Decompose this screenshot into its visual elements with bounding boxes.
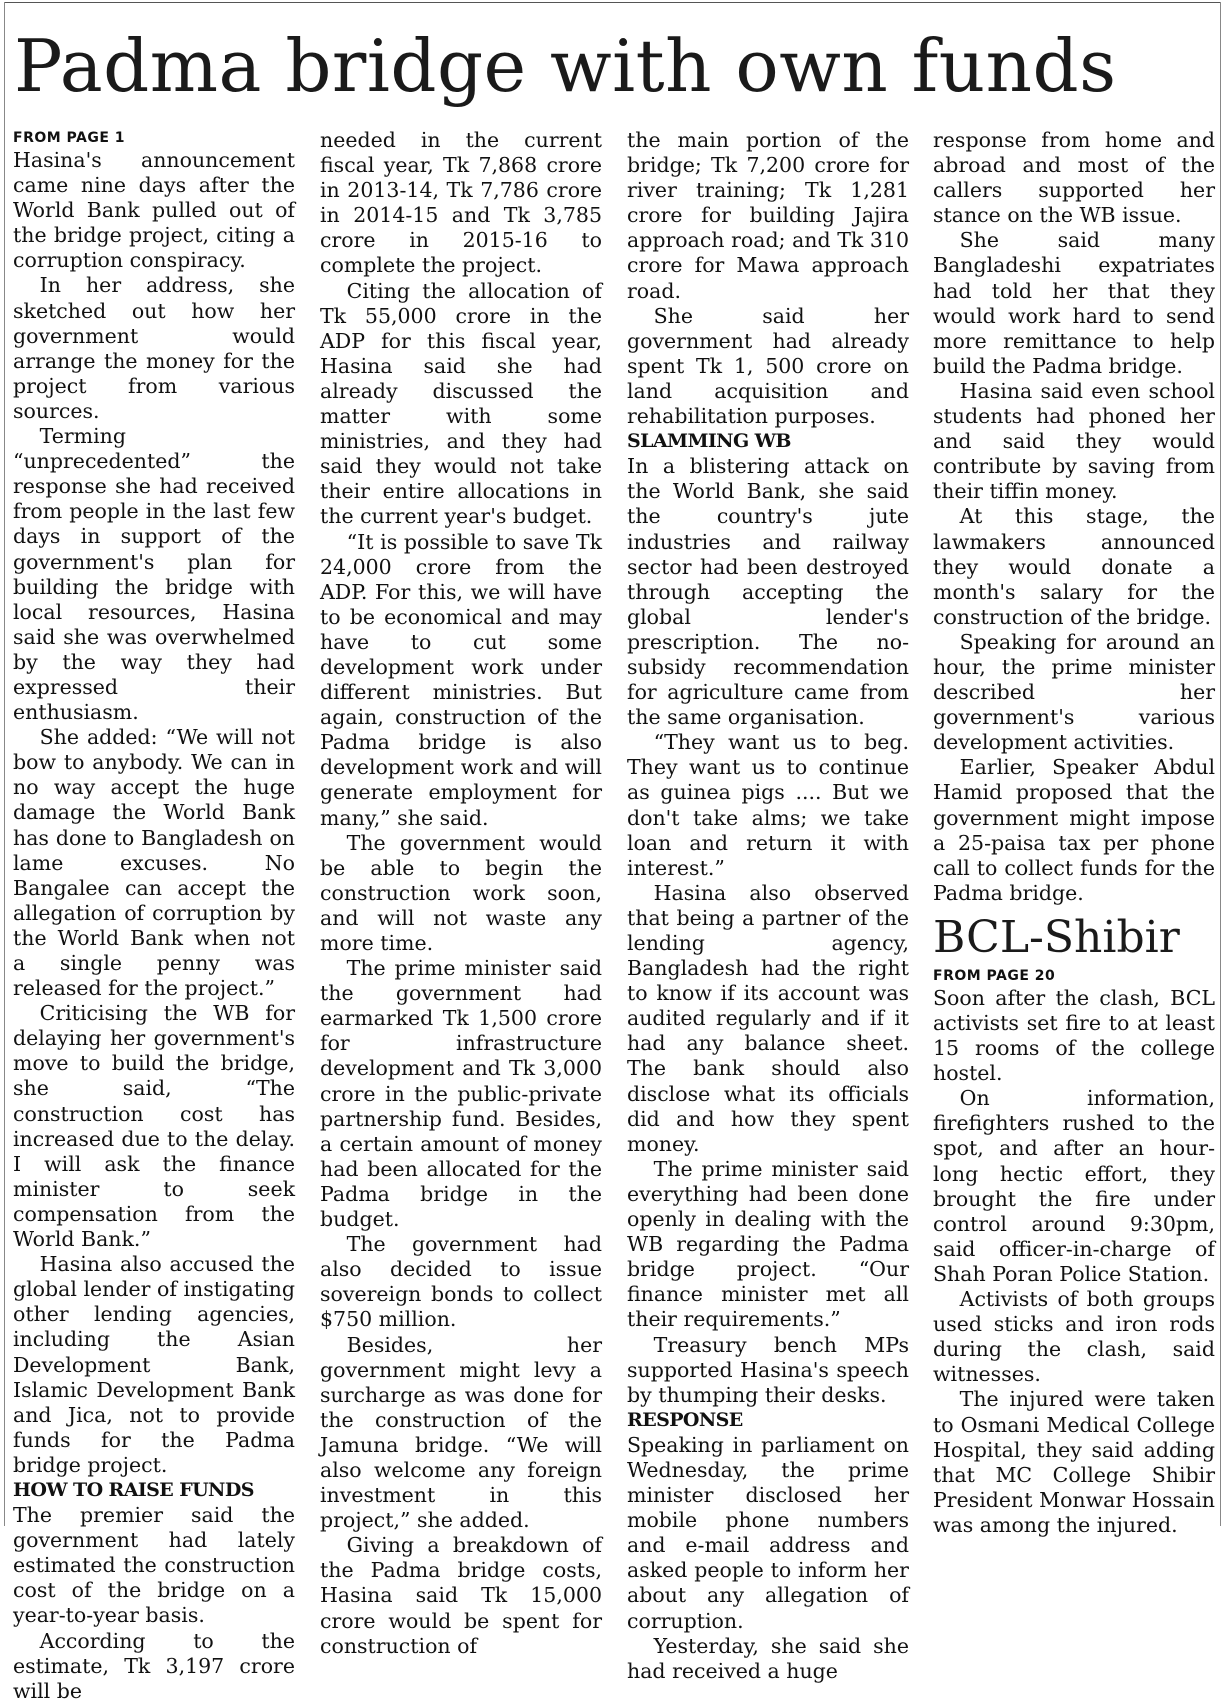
column-2: [320, 128, 602, 1658]
right-rule: [1220, 2, 1221, 1526]
paragraph: She said her government had already spent Tk 1, 500 crore on land acquisition and rehabilitation purposes.: [627, 303, 909, 429]
paragraph: Yesterday, she said she had received a huge: [627, 1633, 909, 1683]
paragraph: the main portion of the bridge; Tk 7,200 crore for river training; Tk 1,281 crore for building Jajira approach road; and Tk 310 crore for Mawa approach road.: [627, 128, 909, 303]
paragraph: Terming “unprecedented” the response she had received from people in the last few days in support of the government's plan for building the bridge with local resources, Hasina said she was overwhelmed by the way they had expressed their enthusiasm.: [13, 424, 295, 725]
kicker-from-page-1: FROM PAGE 1: [13, 130, 126, 146]
paragraph: According to the estimate, Tk 3,197 crore will be: [13, 1628, 295, 1703]
top-rule: [4, 2, 1221, 3]
paragraph: Soon after the clash, BCL activists set fire to at least 15 rooms of the college hostel.: [933, 985, 1215, 1086]
paragraph: Earlier, Speaker Abdul Hamid proposed that the government might impose a 25-paisa tax per phone call to collect funds for the Padma bridge.: [933, 755, 1215, 905]
paragraph: Citing the allocation of Tk 55,000 crore in the ADP for this fiscal year, Hasina said she had already discussed the matter with some ministries, and they had said they would not take their entire allocations in the current year's budget.: [320, 278, 602, 529]
paragraph: Hasina said even school students had phoned her and said they would contribute by saving from their tiffin money.: [933, 378, 1215, 504]
paragraph: “It is possible to save Tk 24,000 crore from the ADP. For this, we will have to be economical and may have to cut some development work under different ministries. But again, construction of the Padma bridge is also development work and will generate employment for many,” she said.: [320, 529, 602, 830]
column-1: [13, 128, 295, 1703]
paragraph: needed in the current fiscal year, Tk 7,868 crore in 2013-14, Tk 7,786 crore in 2014-15 and Tk 3,785 crore in 2015-16 to complete the project.: [320, 128, 602, 278]
paragraph: The injured were taken to Osmani Medical College Hospital, they said adding that MC College Shibir President Monwar Hossain was among the injured.: [933, 1387, 1215, 1537]
paragraph: In a blistering attack on the World Bank, she said the country's jute industries and railway sector had been destroyed through accepting the global lender's prescription. The no-subsidy recommendation for agriculture came from the same organisation.: [627, 454, 909, 730]
paragraph: On information, firefighters rushed to the spot, and after an hour-long hectic effort, they brought the fire under control around 9:30pm, said officer-in-charge of Shah Poran Police Station.: [933, 1086, 1215, 1286]
headline: Padma bridge with own funds: [14, 24, 1117, 108]
paragraph: Hasina also observed that being a partner of the lending agency, Bangladesh had the right to know if its account was audited regularly and if it had any balance sheet. The bank should also disclose what its officials did and how they spent money.: [627, 880, 909, 1156]
kicker-from-page-20: FROM PAGE 20: [933, 967, 1056, 984]
paragraph: Criticising the WB for delaying her government's move to build the bridge, she said, “The construction cost has increased due to the delay. I will ask the finance minister to seek compensation from the World Bank.”: [13, 1001, 295, 1252]
paragraph: Giving a breakdown of the Padma bridge costs, Hasina said Tk 15,000 crore would be spent for construction of: [320, 1533, 602, 1658]
paragraph: The government would be able to begin the construction work soon, and will not waste any more time.: [320, 830, 602, 955]
column-4: [933, 128, 1215, 1537]
paragraph: Speaking in parliament on Wednesday, the prime minister disclosed her mobile phone numbers and e-mail address and asked people to inform her about any allegation of corruption.: [627, 1432, 909, 1633]
paragraph: She added: “We will not bow to anybody. We can in no way accept the huge damage the World Bank has done to Bangladesh on lame excuses. No Bangalee can accept the allegation of corruption by the World Bank when not a single penny was released for the project.”: [13, 725, 295, 1001]
subhead-slamming-wb: SLAMMING WB: [627, 430, 791, 453]
left-rule: [4, 2, 5, 1526]
paragraph: Speaking for around an hour, the prime minister described her government's various development activities.: [933, 629, 1215, 755]
paragraph: Hasina's announcement came nine days after the World Bank pulled out of the bridge project, citing a corruption conspiracy.: [13, 148, 295, 273]
paragraph: Treasury bench MPs supported Hasina's speech by thumping their desks.: [627, 1332, 909, 1407]
second-headline: BCL-Shibir: [933, 911, 1180, 963]
paragraph: At this stage, the lawmakers announced they would donate a month's salary for the construction of the bridge.: [933, 504, 1215, 629]
column-3: [627, 128, 909, 1683]
paragraph: The prime minister said everything had been done openly in dealing with the WB regarding the Padma bridge project. “Our finance minister met all their requirements.”: [627, 1156, 909, 1332]
paragraph: The government had also decided to issue sovereign bonds to collect $750 million.: [320, 1232, 602, 1332]
paragraph: In her address, she sketched out how her government would arrange the money for the project from various sources.: [13, 273, 295, 423]
paragraph: Activists of both groups used sticks and iron rods during the clash, said witnesses.: [933, 1287, 1215, 1387]
subhead-how-to-raise-funds: HOW TO RAISE FUNDS: [13, 1478, 254, 1501]
paragraph: response from home and abroad and most of the callers supported her stance on the WB issue.: [933, 128, 1215, 228]
paragraph: She said many Bangladeshi expatriates had told her that they would work hard to send more remittance to help build the Padma bridge.: [933, 228, 1215, 378]
paragraph: Besides, her government might levy a surcharge as was done for the construction of the Jamuna bridge. “We will also welcome any foreign investment in this project,” she added.: [320, 1332, 602, 1533]
paragraph: The prime minister said the government had earmarked Tk 1,500 crore for infrastructure development and Tk 3,000 crore in the public-private partnership fund. Besides, a certain amount of money had been allocated for the Padma bridge in the budget.: [320, 956, 602, 1232]
paragraph: Hasina also accused the global lender of instigating other lending agencies, including the Asian Development Bank, Islamic Development Bank and Jica, not to provide funds for the Padma bridge project.: [13, 1252, 295, 1477]
paragraph: The premier said the government had lately estimated the construction cost of the bridge on a year-to-year basis.: [13, 1503, 295, 1628]
paragraph: “They want us to beg. They want us to continue as guinea pigs .... But we don't take alms; we take loan and return it with interest.”: [627, 730, 909, 880]
subhead-response: RESPONSE: [627, 1408, 743, 1431]
